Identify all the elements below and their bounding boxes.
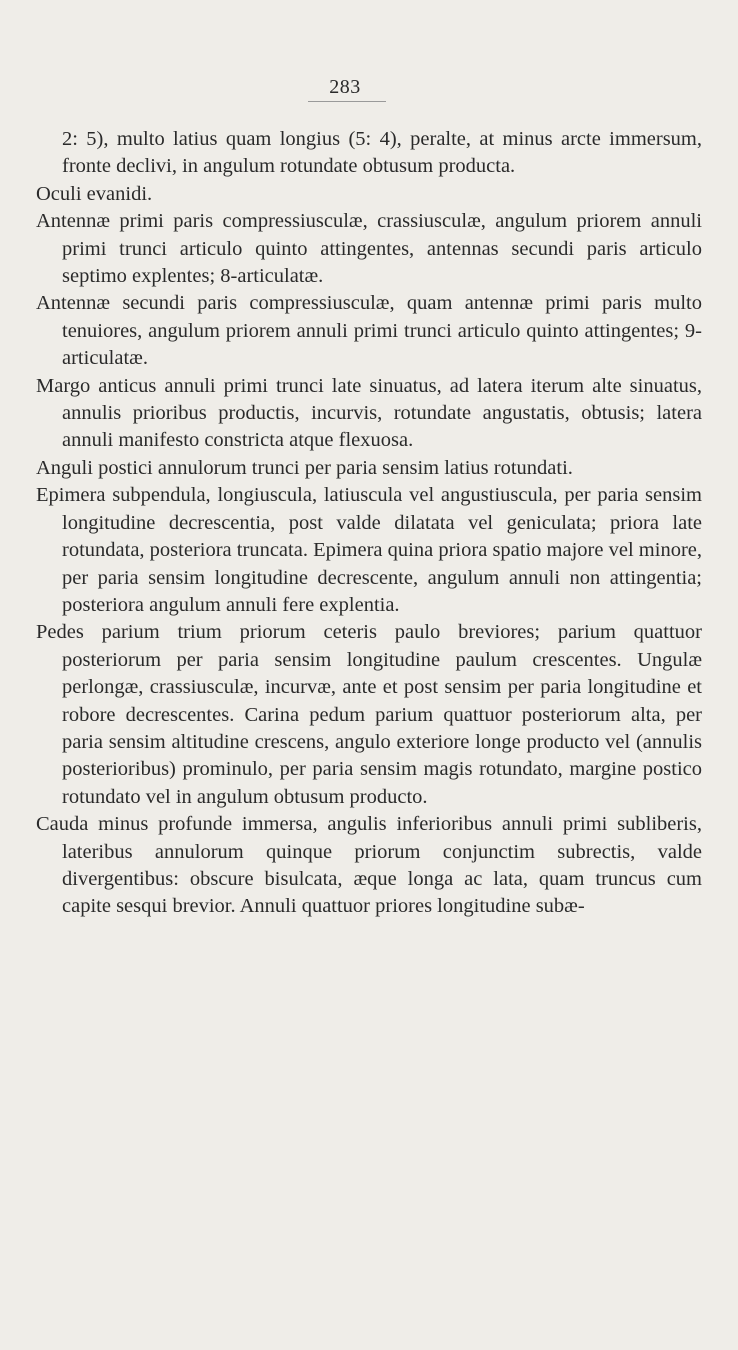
paragraph-pedes: Pedes parium trium priorum ceteris paulo breviores; parium quattuor posteriorum per paria sensim longitudine paulum crescentes. Ungulæ perlongæ, crassiusculæ, incurvæ, ante et post sensim per paria longitudine et robore decrescentes. Carina pedum parium quattuor posteriorum alta, per paria sensim altitudine crescens, angulo exteriore longe producto vel (annulis posterioribus) prominulo, per paria sensim magis rotundato, margine postico rotundato vel in angulum obtusum producto.: [36, 621, 702, 808]
paragraph-anguli-postici: Anguli postici annulorum trunci per paria sensim latius rotundati.: [36, 456, 573, 479]
page-number: 283: [300, 76, 390, 99]
paragraph-antennae-primi: Antennæ primi paris compressiusculæ, crassiusculæ, angulum priorem annuli primi trunci articulo quinto attingentes, antennas secundi paris articulo septimo explentes; 8-articulatæ.: [36, 210, 702, 288]
paragraph-oculi: Oculi evanidi.: [36, 182, 153, 205]
paragraph-cauda: Cauda minus profunde immersa, angulis inferioribus annuli primi subliberis, lateribus annulorum quinque priorum conjunctim subrectis, valde divergentibus: obscure bisulcata, æque longa ac lata, quam truncus cum capite sesqui brevior. Annuli quattuor priores longitudine subæ-: [36, 813, 702, 918]
paragraph-margo-anticus: Margo anticus annuli primi trunci late sinuatus, ad latera iterum alte sinuatus, annulis prioribus productis, incurvis, rotundate angustatis, obtusis; latera annuli manifesto constricta atque flexuosa.: [36, 374, 702, 452]
paragraph-epimera: Epimera subpendula, longiuscula, latiuscula vel angustiuscula, per paria sensim longitudine decrescentia, post valde dilatata vel geniculata; priora late rotundata, posteriora truncata. Epimera quina priora spatio majore vel minore, per paria sensim longitudine decrescente, angulum annuli non attingentia; posteriora angulum annuli fere explentia.: [36, 484, 702, 616]
body-text: [36, 126, 702, 921]
paragraph-antennae-secundi: Antennæ secundi paris compressiusculæ, quam antennæ primi paris multo tenuiores, angulum priorem annuli primi trunci articulo quinto attingentes; 9-articulatæ.: [36, 292, 702, 370]
paragraph-continuation: 2: 5), multo latius quam longius (5: 4), peralte, at minus arcte immersum, fronte declivi, in angulum rotundate obtusum producta.: [62, 128, 702, 178]
